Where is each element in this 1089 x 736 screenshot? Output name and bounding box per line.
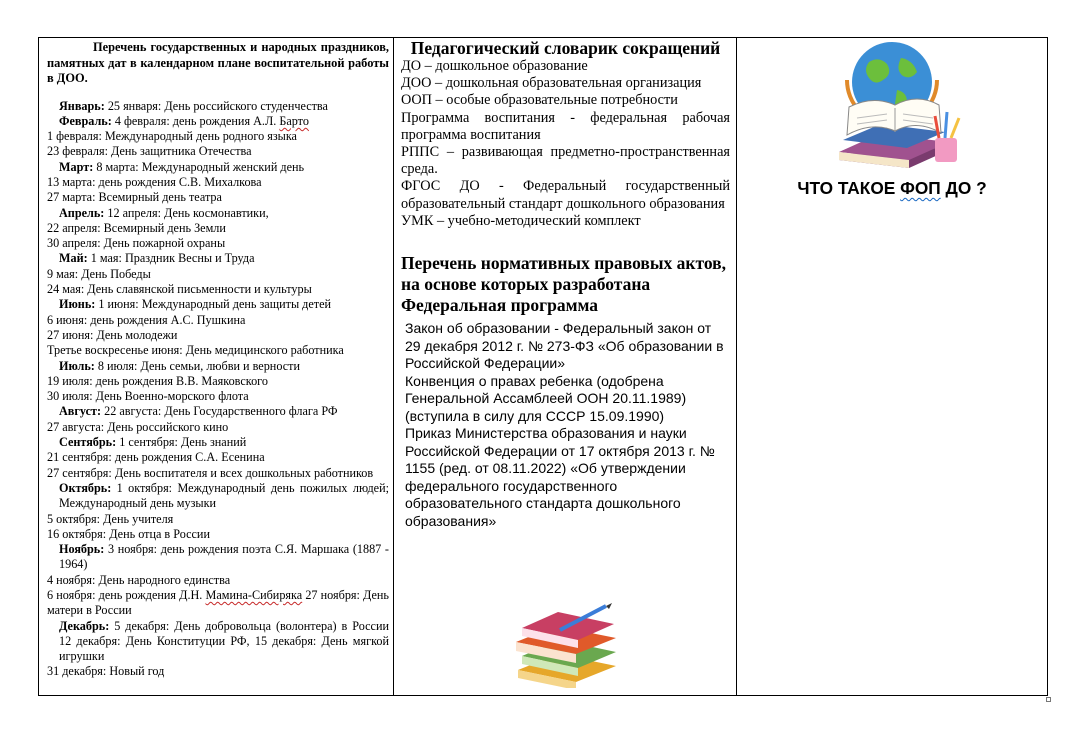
abbreviation-list — [401, 58, 730, 230]
holiday-line — [47, 420, 389, 435]
holiday-text: 27 августа: День российского кино — [47, 419, 229, 434]
cover-heading-post: ДО ? — [940, 178, 987, 198]
holiday-text: 4 февраля: день рождения А.Л. — [111, 113, 280, 128]
holiday-text: 21 сентября: день рождения С.А. Есенина — [47, 450, 265, 465]
holidays-title: Перечень государственных и народных праздников, памятных дат в календарном плане воспитательной работы в ДОО. — [47, 40, 389, 85]
holiday-month: Март: — [59, 159, 94, 174]
column-holidays — [39, 38, 394, 695]
holiday-line — [47, 512, 389, 527]
holiday-text: 23 февраля: День защитника Отечества — [47, 144, 252, 159]
holiday-line — [47, 144, 389, 159]
holiday-text-after: 27 ноября: День матери в России — [47, 588, 389, 618]
holiday-text: 8 марта: Международный женский день — [93, 159, 305, 174]
holiday-text: 4 ноября: День народного единства — [47, 572, 231, 587]
holiday-text: 1 февраля: Международный день родного языка — [47, 129, 297, 144]
holiday-text: 13 марта: день рождения С.В. Михалкова — [47, 174, 262, 189]
trifold-sheet — [38, 37, 1048, 696]
abbreviation-item: ДО – дошкольное образование — [401, 58, 588, 74]
holiday-month: Август: — [59, 404, 102, 419]
holiday-text: 1 сентября: День знаний — [116, 435, 247, 450]
holiday-line — [47, 313, 389, 328]
holiday-month: Июнь: — [59, 297, 96, 312]
holiday-text: 16 октября: День отца в России — [47, 526, 210, 541]
holiday-line — [47, 160, 389, 175]
holiday-text: 27 июня: День молодежи — [47, 327, 178, 342]
holiday-text: 5 декабря: День добровольца (волонтера) в России 12 декабря: День Конституции РФ, 15 декабря: День мягкой игрушки — [59, 618, 389, 664]
holiday-line — [47, 175, 389, 190]
holiday-month: Ноябрь: — [59, 542, 105, 557]
holiday-line — [47, 450, 389, 465]
holiday-line — [47, 129, 389, 144]
holiday-text: 24 мая: День славянской письменности и культуры — [47, 282, 312, 297]
spellcheck-word: Барто — [279, 113, 309, 128]
holiday-month: Декабрь: — [59, 618, 110, 633]
holiday-month: Январь: — [59, 98, 105, 113]
book-stack-icon — [510, 600, 620, 688]
holiday-month: Февраль: — [59, 113, 112, 128]
holiday-text: 22 августа: День Государственного флага РФ — [101, 404, 338, 419]
holiday-line — [47, 619, 389, 665]
holiday-line — [47, 389, 389, 404]
holiday-text: 1 октября: Международный день пожилых людей; Международный день музыки — [59, 480, 389, 511]
holiday-line — [47, 374, 389, 389]
holiday-line — [47, 99, 389, 114]
cover-heading-pre: ЧТО ТАКОЕ — [797, 178, 901, 198]
holiday-text: 30 апреля: День пожарной охраны — [47, 236, 226, 251]
holiday-line — [47, 664, 389, 679]
column-glossary — [394, 38, 737, 695]
holiday-text: 6 ноября: день рождения Д.Н. — [47, 588, 206, 602]
cover-heading-fop: ФОП — [900, 178, 941, 198]
holiday-line — [47, 466, 389, 481]
holiday-text: 8 июля: День семьи, любви и верности — [94, 358, 300, 373]
legal-act-item: Приказ Министерства образования и науки Российской Федерации от 17 октября 2013 г. № 1155 (ред. от 08.11.2022) «Об утверждении федерального государственного образовательного стандарта дошкольного образования» — [405, 425, 715, 529]
holiday-text: 6 июня: день рождения А.С. Пушкина — [47, 312, 246, 327]
holiday-line — [47, 359, 389, 374]
holiday-line — [47, 206, 389, 221]
holiday-text: 12 апреля: День космонавтики, — [104, 205, 269, 220]
abbreviation-item: ООП – особые образовательные потребности — [401, 92, 678, 109]
legal-act-item: Конвенция о правах ребенка (одобрена Генеральной Ассамблеей ООН 20.11.1989) (вступила в силу для СССР 15.09.1990) — [405, 372, 687, 424]
holiday-text: Третье воскресенье июня: День медицинского работника — [47, 343, 344, 358]
holiday-text: 19 июля: день рождения В.В. Маяковского — [47, 373, 268, 388]
holiday-text: 3 ноября: день рождения поэта С.Я. Маршака (1887 - 1964) — [59, 542, 389, 572]
holiday-line — [47, 236, 389, 251]
legal-acts-list — [401, 320, 730, 530]
holiday-line — [47, 404, 389, 419]
holiday-text: 27 марта: Всемирный день театра — [47, 190, 222, 205]
glossary-title: Педагогический словарик сокращений — [410, 38, 721, 58]
holiday-month: Апрель: — [59, 205, 105, 220]
holiday-line — [47, 328, 389, 343]
holiday-line — [47, 190, 389, 205]
holiday-line — [47, 114, 389, 129]
spellcheck-word: Мамина-Сибиряка — [205, 588, 303, 602]
holiday-line — [47, 542, 389, 573]
holiday-line — [47, 573, 389, 588]
holiday-line — [47, 282, 389, 297]
table-resize-handle[interactable] — [1046, 697, 1051, 702]
holiday-month: Июль: — [59, 358, 95, 373]
holiday-line — [47, 251, 389, 266]
holiday-line — [47, 435, 389, 450]
holiday-line — [47, 588, 389, 619]
abbreviation-item: РППС – развивающая предметно-пространственная среда. — [401, 144, 730, 178]
holiday-text: 31 декабря: Новый год — [47, 664, 165, 679]
holiday-text: 1 июня: Международный день защиты детей — [95, 297, 332, 312]
abbreviation-item: УМК – учебно-методический комплект — [401, 212, 641, 229]
holiday-text: 27 сентября: День воспитателя и всех дошкольных работников — [47, 465, 374, 480]
holiday-text: 9 мая: День Победы — [47, 266, 151, 281]
abbreviation-item: ДОО – дошкольная образовательная организация — [401, 75, 702, 92]
holiday-text: 5 октября: День учителя — [47, 511, 174, 526]
legal-act-item: Закон об образовании - Федеральный закон от 29 декабря 2012 г. № 273-ФЗ «Об образовании в Российской Федерации» — [405, 320, 724, 372]
holiday-line — [47, 481, 389, 512]
holiday-text: 30 июля: День Военно-морского флота — [47, 389, 249, 404]
holiday-text: 1 мая: Праздник Весны и Труда — [87, 251, 255, 266]
holiday-text: 25 января: День российского студенчества — [104, 98, 328, 113]
holiday-line — [47, 343, 389, 358]
holiday-month: Октябрь: — [59, 480, 112, 495]
legal-acts-title: Перечень нормативных правовых актов, на основе которых разработана Федеральная программа — [401, 253, 726, 316]
holiday-line — [47, 221, 389, 236]
holiday-line — [47, 267, 389, 282]
column-cover — [737, 38, 1047, 695]
holiday-line — [47, 527, 389, 542]
holidays-list — [47, 99, 389, 680]
holiday-month: Сентябрь: — [59, 435, 117, 450]
abbreviation-item: ФГОС ДО - Федеральный государственный образовательный стандарт дошкольного образования — [401, 178, 730, 212]
holiday-text: 22 апреля: Всемирный день Земли — [47, 220, 226, 235]
cover-heading — [737, 178, 1047, 199]
abbreviation-item: Программа воспитания - федеральная рабочая программа воспитания — [401, 109, 730, 143]
holiday-line — [47, 297, 389, 312]
globe-and-books-icon — [817, 40, 967, 175]
holiday-month: Май: — [59, 251, 88, 266]
